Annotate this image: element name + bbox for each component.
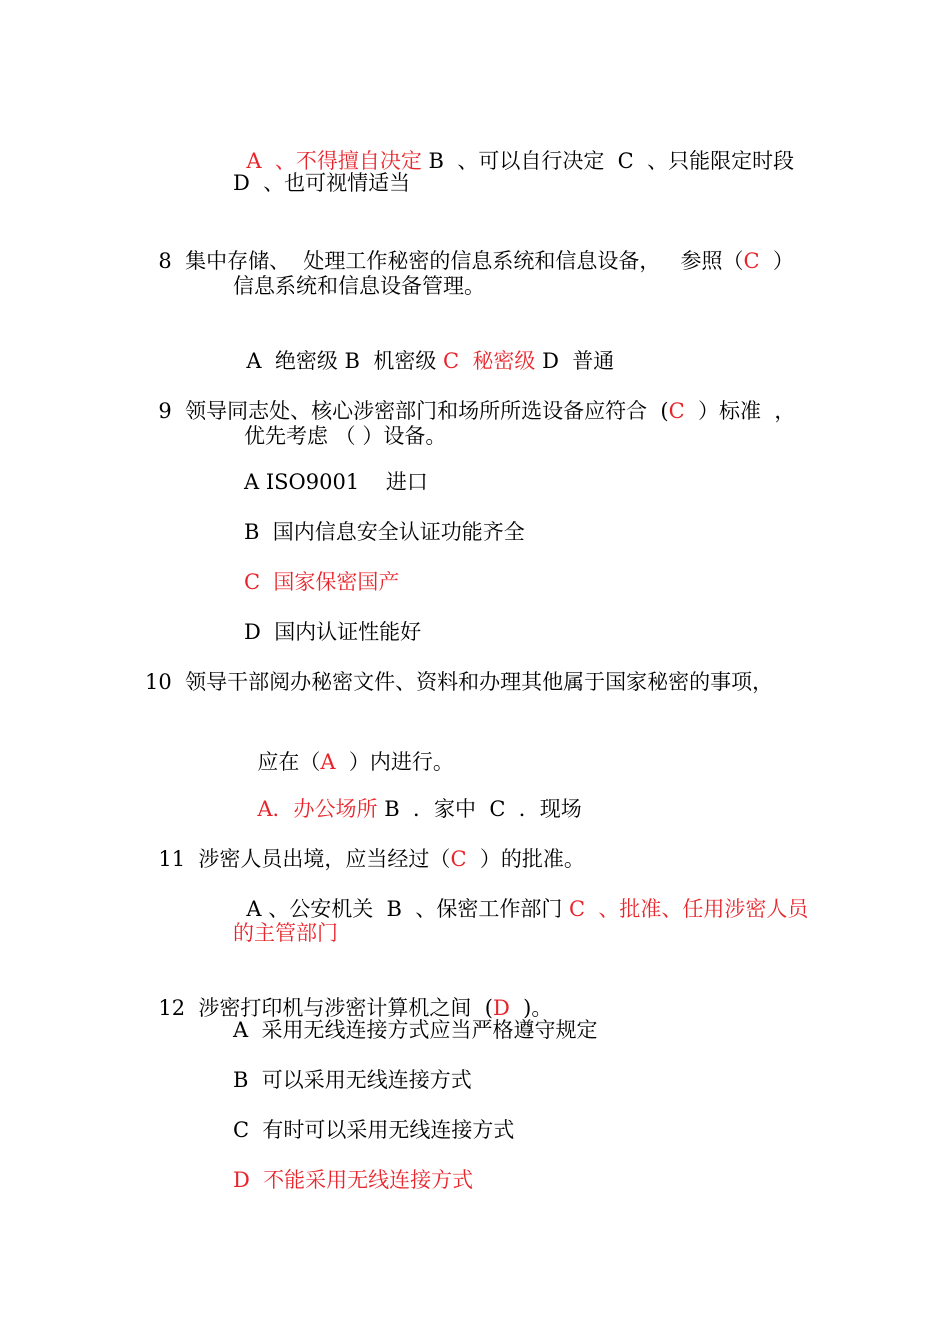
q8-option-d: D 普通 — [535, 349, 615, 373]
q9-option-c-correct: C 国家保密国产 — [244, 570, 400, 594]
q10-option-a-correct: A．办公场所 — [257, 797, 378, 821]
q12-option-a: A 采用无线连接方式应当严格遵守规定 — [233, 1018, 598, 1042]
q9-option-b: B 国内信息安全认证功能齐全 — [244, 520, 525, 544]
q12-answer: D — [492, 996, 510, 1020]
q12-option-b: B 可以采用无线连接方式 — [233, 1068, 472, 1092]
q11-stem-close: ）的批准。 — [466, 847, 585, 871]
q10-stem-text: 应在（ — [257, 750, 321, 774]
q8-stem-text: 8 集中存储、 处理工作秘密的信息系统和信息设备， 参照（ — [158, 249, 744, 273]
q9-stem-close: ）标准 ， — [684, 399, 796, 423]
q9-stem-line-2: 优先考虑 （ ）设备。 — [244, 424, 447, 448]
q12-stem-close: )。 — [509, 996, 553, 1020]
q9-option-d: D 国内认证性能好 — [244, 620, 422, 644]
q12-stem-line — [145, 966, 552, 1022]
q12-option-c: C 有时可以采用无线连接方式 — [233, 1118, 515, 1142]
q7-options-line — [233, 119, 794, 175]
q8-stem-line-2: 信息系统和信息设备管理。 — [233, 274, 485, 298]
q9-stem-line-1 — [145, 369, 795, 425]
q8-stem-line-1 — [145, 219, 794, 275]
q8-stem-close: ） — [759, 249, 794, 273]
q11-stem-line — [145, 817, 585, 873]
q10-answer: A — [320, 750, 336, 774]
q12-option-d-correct: D 不能采用无线连接方式 — [233, 1168, 474, 1192]
q10-options-b-c: B ．家中 C ．现场 — [377, 797, 582, 821]
q8-option-c-correct: C 秘密级 — [443, 349, 536, 373]
q9-option-a: A ISO9001 进口 — [244, 470, 428, 494]
q7-options-b-c: B 、可以自行决定 C 、只能限定时段 — [421, 149, 795, 173]
q11-answer: C — [450, 847, 467, 871]
q7-option-d: D 、也可视情适当 — [233, 171, 411, 195]
q7-option-a-correct: A 、不得擅自决定 — [246, 149, 422, 173]
q11-options-a-b: A 、公安机关 B 、保密工作部门 — [246, 897, 570, 921]
q10-stem-line-1: 10 领导干部阅办秘密文件、资料和办理其他属于国家秘密的事项， — [145, 670, 774, 694]
q10-options-line — [244, 767, 582, 823]
q12-stem-text: 12 涉密打印机与涉密计算机之间 ( — [158, 996, 493, 1020]
q11-option-c-correct: C 、批准、任用涉密人员 — [569, 897, 809, 921]
q11-stem-text: 11 涉密人员出境，应当经过（ — [158, 847, 451, 871]
q9-answer: C — [668, 399, 685, 423]
q11-options-line — [233, 867, 808, 923]
q11-option-c-continued: 的主管部门 — [233, 921, 338, 945]
q8-options-line — [233, 319, 614, 375]
q8-options-a-b: A 绝密级 B 机密级 — [246, 349, 444, 373]
q10-stem-close: ）内进行。 — [335, 750, 454, 774]
q8-answer: C — [743, 249, 760, 273]
q9-stem-text: 9 领导同志处、核心涉密部门和场所所选设备应符合 ( — [158, 399, 669, 423]
